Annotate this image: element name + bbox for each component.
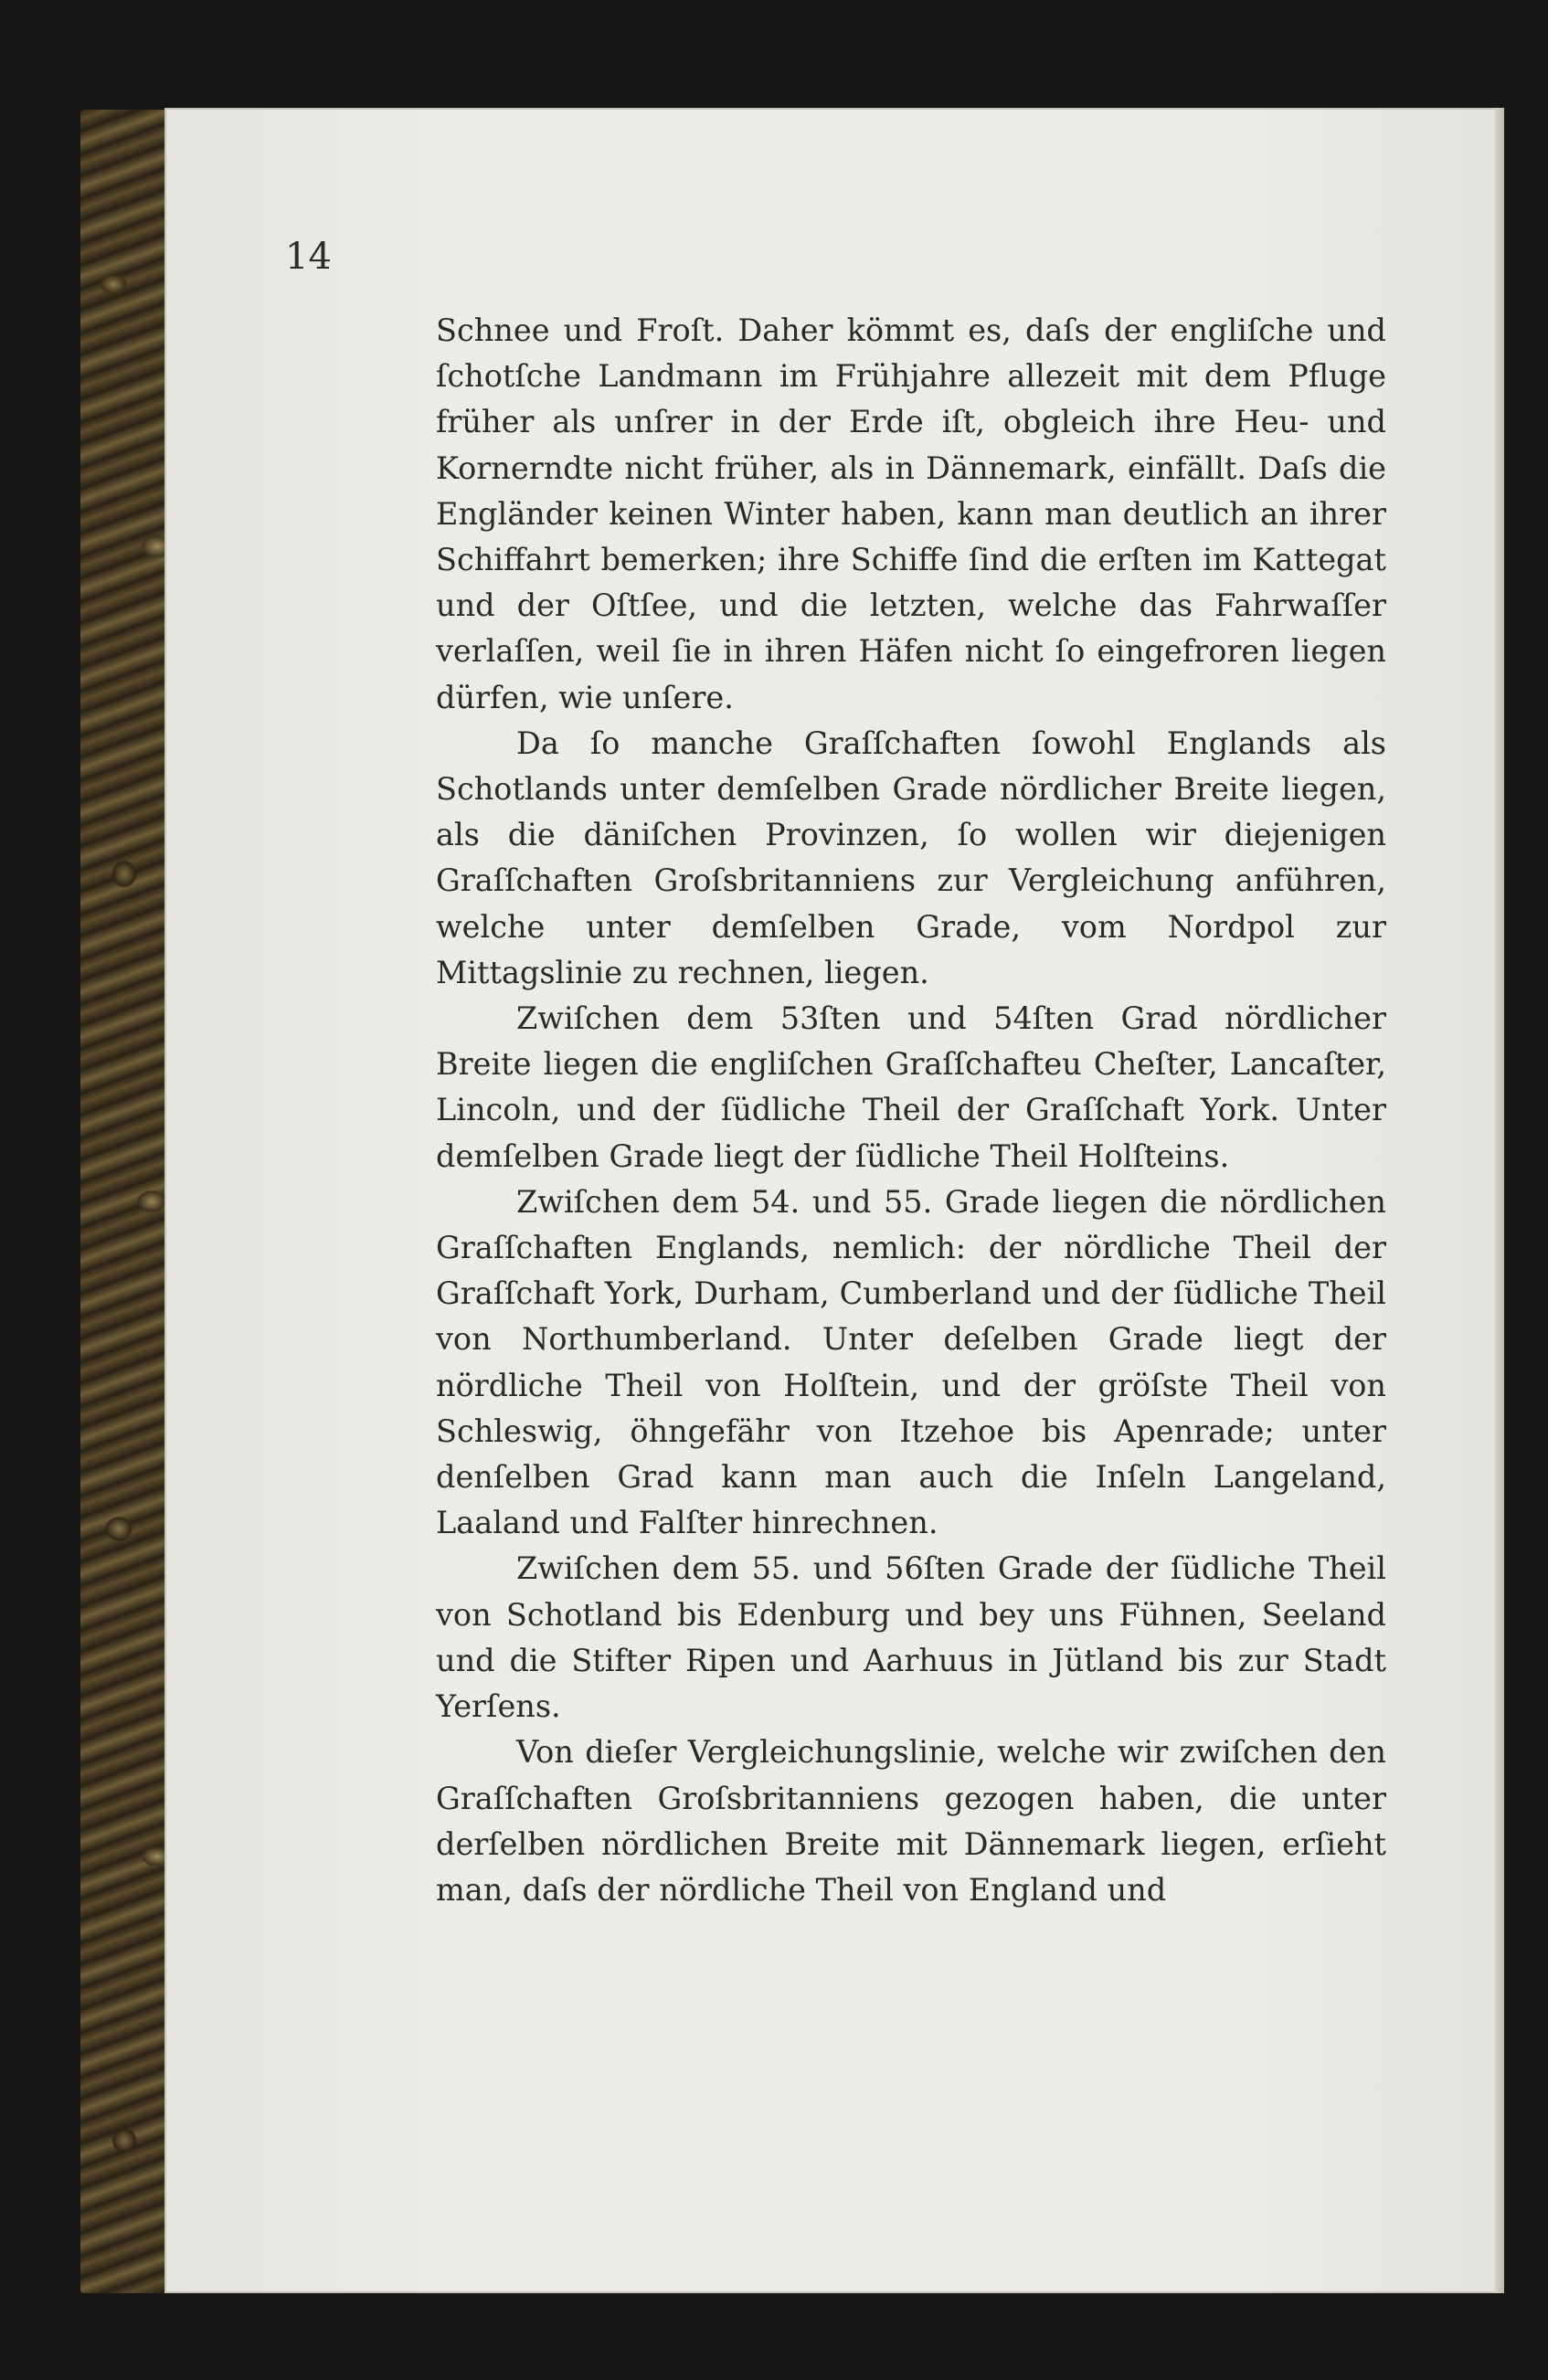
- paragraph-4: Zwiſchen dem 54. und 55. Grade liegen die nördlichen Graſſchaften Englands, nemlich: der nördliche Theil der Graſſchaft York, Durham, Cumberland und der ſüdliche Theil von Northumberland. Unter deſelben Grade liegt der nördliche Theil von Holſtein, und der gröſste Theil von Schleswig, öhngefähr von Itzehoe bis Apenrade; unter denſelben Grad kann man auch die Inſeln Langeland, Laaland und Falſter hinrechnen.: [436, 1183, 1386, 1541]
- paragraph-2: Da ſo manche Graſſchaften ſowohl Englands als Schotlands unter demſelben Grade nördlicher Breite liegen, als die däniſchen Provinzen, ſo wollen wir diejenigen Graſſchaften Groſsbritanniens zur Vergleichung anführen, welche unter demſelben Grade, vom Nordpol zur Mittagslinie zu rechnen, liegen.: [436, 725, 1386, 990]
- body-text: [436, 308, 1386, 1913]
- page-number: 14: [285, 236, 332, 278]
- paragraph-5: Zwiſchen dem 55. und 56ſten Grade der ſüdliche Theil von Schotland bis Edenburg und bey uns Fühnen, Seeland und die Stifter Ripen und Aarhuus in Jütland bis zur Stadt Yerſens.: [436, 1550, 1386, 1725]
- paragraph-6: Von dieſer Vergleichungslinie, welche wir zwiſchen den Graſſchaften Groſsbritanniens gezogen haben, die unter derſelben nördlichen Breite mit Dännemark liegen, erſieht man, daſs der nördliche Theil von England und: [436, 1734, 1386, 1908]
- page-edge: [1495, 108, 1504, 2293]
- paragraph-1: Schnee und Froſt. Daher kömmt es, daſs der engliſche und ſchotſche Landmann im Frühjahre allezeit mit dem Pfluge früher als unſrer in der Erde iſt, obgleich ihre Heu- und Kornerndte nicht früher, als in Dännemark, einfällt. Daſs die Engländer keinen Winter haben, kann man deutlich an ihrer Schiffahrt bemerken; ihre Schiffe ſind die erſten im Kattegat und der Oſtſee, und die letzten, welche das Fahrwaſſer verlaſſen, weil ſie in ihren Häfen nicht ſo eingefroren liegen dürfen, wie unſere.: [436, 312, 1386, 715]
- paragraph-3: Zwiſchen dem 53ſten und 54ſten Grad nördlicher Breite liegen die engliſchen Graſſchafteu Cheſter, Lancaſter, Lincoln, und der ſüdliche Theil der Graſſchaft York. Unter demſelben Grade liegt der ſüdliche Theil Holſteins.: [436, 1000, 1386, 1174]
